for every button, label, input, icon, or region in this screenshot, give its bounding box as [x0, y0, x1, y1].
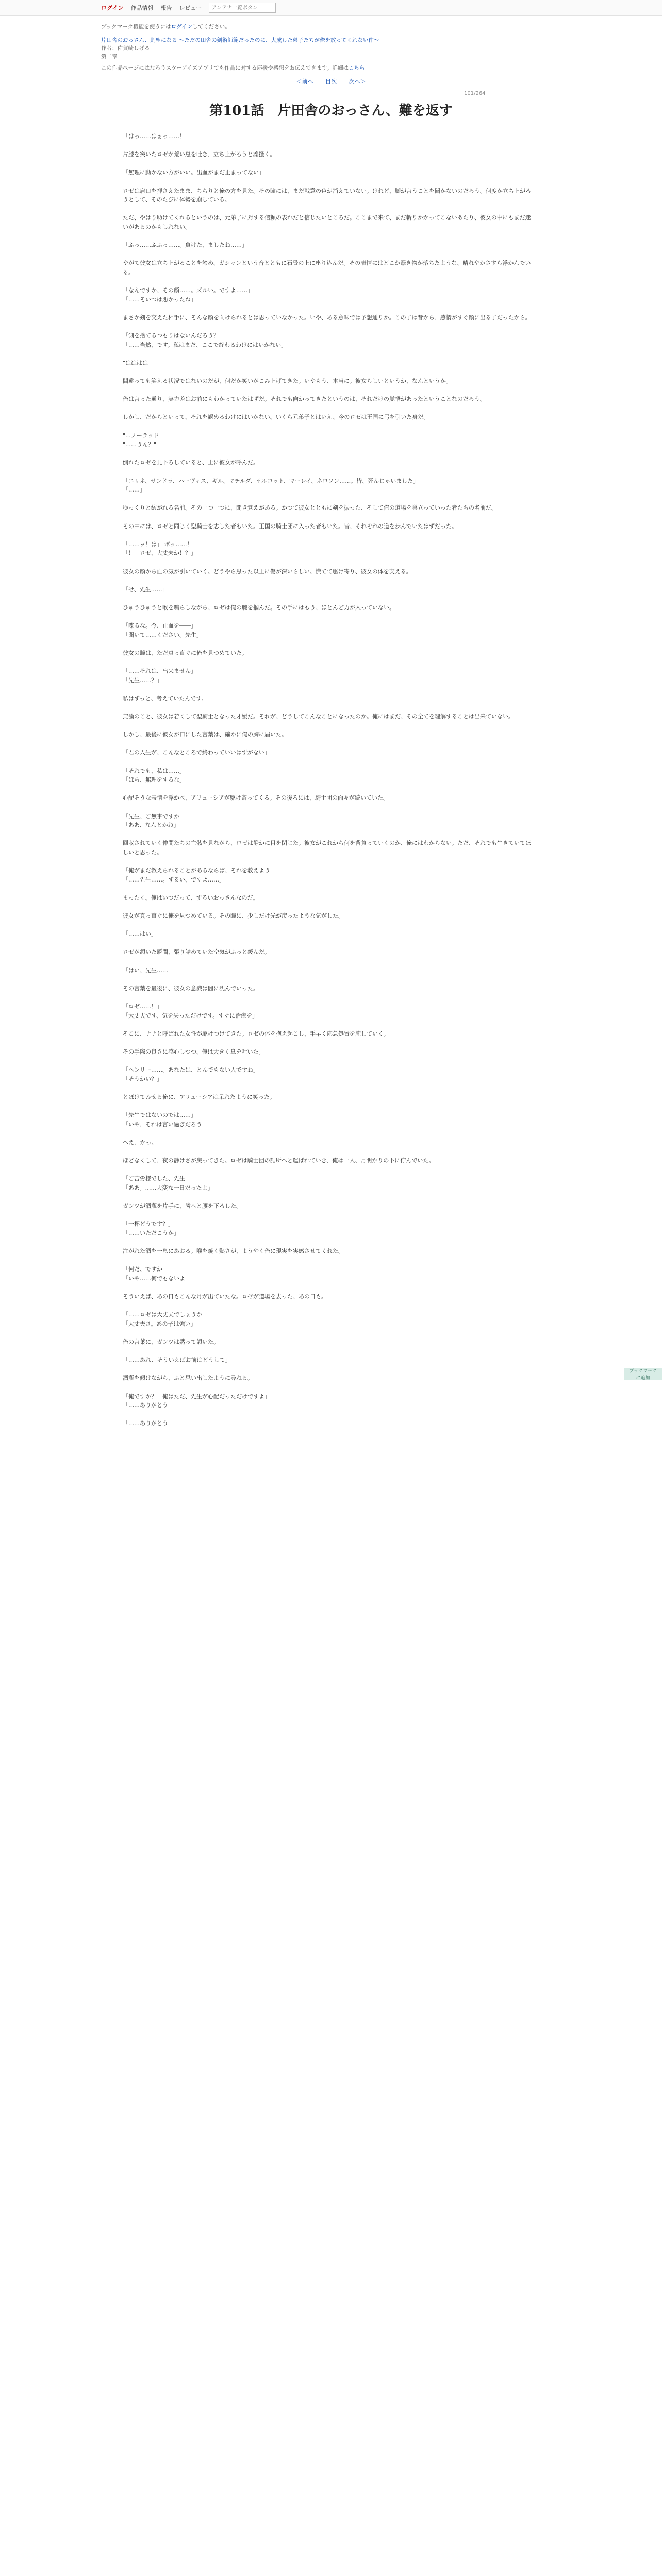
body-paragraph: ただ、やはり助けてくれるというのは、元弟子に対する信頼の表れだと信じたいところだ。ここまで来て、まだ斬りかかってこないあたり、彼女の中にもまだ迷いがあるのかもしれない。	[123, 214, 531, 230]
body-paragraph: 「はい、先生……」	[123, 967, 174, 974]
body-paragraph: 「先生ではないのでは……」 「いや、それは言い過ぎだろう」	[123, 1112, 208, 1128]
body-paragraph: ひゅうひゅうと喉を鳴らしながら、ロゼは俺の腕を掴んだ。その手にはもう、ほとんど力が入っていない。	[123, 604, 395, 611]
bookmark-side-button[interactable]: ブックマークに追加	[624, 1368, 662, 1380]
body-paragraph: 「……はい」	[123, 930, 157, 938]
bookmark-note-link[interactable]: こちら	[348, 65, 365, 71]
body-paragraph: 彼女が真っ直ぐに俺を見つめている。その瞳に、少しだけ光が戻ったような気がした。	[123, 912, 344, 920]
part-label: 第二章	[101, 54, 118, 60]
body-paragraph: 俺の言葉に、ガンツは黙って頷いた。	[123, 1338, 219, 1345]
body-paragraph: 「ヘンリー……。あなたは、とんでもない人ですね」 「そうかい？」	[123, 1066, 259, 1082]
body-paragraph: 心配そうな表情を浮かべ、アリューシアが駆け寄ってくる。その後ろには、騎士団の面々が続いていた。	[123, 794, 389, 802]
nav-link-works[interactable]: 作品情報	[130, 5, 154, 11]
body-paragraph: まったく。俺はいつだって、ずるいおっさんなのだ。	[123, 894, 259, 901]
nav-link-report[interactable]: 報告	[160, 5, 172, 11]
body-paragraph: しかし、最後に彼女が口にした言葉は、確かに俺の胸に届いた。	[123, 731, 287, 738]
body-paragraph: 「一杯どうです？」 「……いただこうか」	[123, 1221, 179, 1236]
body-paragraph: 酒瓶を傾けながら、ふと思い出したように尋ねる。	[123, 1375, 253, 1382]
body-paragraph: 「君の人生が、こんなところで終わっていいはずがない」	[123, 749, 270, 756]
body-paragraph: 「……ッ！は」 ボッ……！ 「！ ロゼ、大丈夫か！？」	[123, 540, 196, 557]
chapter-body	[123, 132, 535, 2576]
body-paragraph: 「喋るな。今、止血を――」 「聞いて……ください。先生」	[123, 622, 202, 638]
top-navigation-bar	[0, 0, 662, 16]
body-paragraph: 注がれた酒を一息にあおる。喉を焼く熱さが、ようやく俺に現実を実感させてくれた。	[123, 1248, 344, 1255]
body-paragraph: その手際の良さに感心しつつ、俺は大きく息を吐いた。	[123, 1048, 264, 1055]
body-paragraph: 「先生、ご無事ですか」 「ああ、なんとかね」	[123, 812, 185, 829]
body-paragraph: へえ、かっ。	[123, 1139, 157, 1146]
body-paragraph: そういえば、あの日もこんな月が出ていたな。ロゼが道場を去った、あの日も。	[123, 1293, 327, 1300]
novel-info	[101, 23, 565, 72]
body-paragraph: 「……ロゼは大丈夫でしょうか」 「大丈夫さ。あの子は強い」	[123, 1311, 208, 1327]
table-of-contents-link[interactable]: 目次	[325, 78, 337, 85]
login-notice-prefix: ブックマーク機能を使うには	[101, 24, 171, 30]
prev-chapter-link[interactable]: ＜前へ	[296, 78, 313, 85]
body-paragraph: 「なんですか、その顔……。ズルい。ですよ……」 「……そいつは悪かったね」	[123, 287, 253, 303]
body-paragraph: ロゼが頷いた瞬間、張り詰めていた空気がふっと緩んだ。	[123, 948, 270, 956]
body-paragraph: 無論のこと、彼女は若くして聖騎士となった才媛だ。それが、どうしてこんなことになったのか。俺にはまだ、その全てを理解することは出来ていない。	[123, 713, 514, 720]
body-paragraph: 「はっ……はぁっ……！」	[123, 133, 191, 140]
body-paragraph: 「……ありがとう」	[123, 1420, 174, 1427]
body-paragraph: 間違っても笑える状況ではないのだが、何だか笑いがこみ上げてきた。いやもう、本当に。彼女らしいというか、なんというか。	[123, 378, 452, 385]
body-paragraph: 「剣を捨てるつもりはないんだろう？」 「……当然、です。私はまだ、ここで終わるわけにはいかない」	[123, 332, 287, 348]
series-block	[101, 36, 565, 44]
series-title-link[interactable]: 片田舎のおっさん、剣聖になる ～ただの田舎の剣術師範だったのに、大成した弟子たちが俺を放ってくれない件～	[101, 37, 379, 43]
body-paragraph: "はははは	[123, 359, 148, 366]
body-paragraph: とぼけてみせる俺に、アリューシアは呆れたように笑った。	[123, 1093, 276, 1100]
body-paragraph: 「俺がまだ教えられることがあるならば、それを教えよう」 「……先生……。ずるい、ですよ……」	[123, 867, 276, 883]
body-paragraph: 「……それは、出来ません」 「先生……？」	[123, 668, 196, 684]
body-paragraph: 「せ、先生……」	[123, 586, 168, 593]
bookmark-note-text: この作品ページにはなろうスターアイズアプリでも作品に対する応援や感想をお伝えできます。詳細は	[101, 65, 349, 71]
body-paragraph: そこに、ナナと呼ばれた女性が駆けつけてきた。ロゼの体を抱え起こし、手早く応急処置を施していく。	[123, 1030, 389, 1037]
body-paragraph: 私はずっと、考えていたんです。	[123, 694, 207, 702]
body-paragraph: 彼女の瞳は、ただ真っ直ぐに俺を見つめていた。	[123, 649, 247, 656]
body-paragraph: まさか剣を交えた相手に、そんな顔を向けられるとは思っていなかった。いや、ある意味では予想通りか。この子は昔から、感情がすぐ顔に出る子だったから。	[123, 314, 531, 321]
body-paragraph: 片膝を突いたロゼが荒い息を吐き、立ち上がろうと藻掻く。	[123, 151, 276, 158]
body-paragraph: ほどなくして、夜の静けさが戻ってきた。ロゼは騎士団の詰所へと運ばれていき、俺は一人、月明かりの下に佇んでいた。	[123, 1157, 435, 1164]
body-paragraph: やがて彼女は立ち上がることを諦め、ガシャンという音とともに石畳の上に座り込んだ。その表情にはどこか憑き物が落ちたような、晴れやかさすら浮かんでいる。	[123, 260, 531, 276]
body-paragraph: ガンツが酒瓶を片手に、隣へと腰を下ろした。	[123, 1202, 242, 1210]
login-link[interactable]: ログイン	[101, 5, 124, 11]
next-chapter-link[interactable]: 次へ＞	[349, 78, 366, 85]
body-paragraph: 俺は言った通り、実力差はお前にもわかっていたはずだ。それでも向かってきたというのは、それだけの覚悟があったということなのだろう。	[123, 396, 486, 403]
body-paragraph: 倒れたロゼを見下ろしていると、上に彼女が呼んだ。	[123, 459, 259, 466]
login-notice-suffix: してください。	[192, 24, 230, 30]
bookmark-note	[101, 64, 565, 72]
top-navigation-inner	[101, 0, 276, 15]
search-input[interactable]	[209, 3, 276, 13]
body-paragraph: 彼女の顔から血の気が引いていく。どうやら思った以上に傷が深いらしい。慌てて駆け寄り、彼女の体を支える。	[123, 568, 412, 575]
body-paragraph: 「無理に動かない方がいい。出血がまだ止まってない」	[123, 169, 264, 176]
body-paragraph: 「エリネ、サンドラ、ハーヴィス、ギル、マチルダ、テルコット、マーレイ、ネロソン……。皆、死んじゃいました」 「……」	[123, 477, 419, 494]
body-paragraph: 「それでも、私は……」 「ほら、無理をするな」	[123, 767, 185, 784]
body-paragraph: "…ノーラッド "……うん？"	[123, 432, 159, 448]
body-paragraph: その中には、ロゼと同じく聖騎士を志した者もいた。王国の騎士団に入った者もいた。皆、それぞれの道を歩んでいたはずだった。	[123, 522, 457, 530]
body-paragraph: 「……あれ、そういえばお前はどうして」	[123, 1357, 231, 1364]
body-paragraph: 「ふっ……ふふっ……。負けた、ましたね……」	[123, 242, 247, 249]
login-notice-link[interactable]: ログイン	[171, 24, 193, 30]
body-paragraph: ロゼは肩口を押さえたまま、ちらりと俺の方を見た。その瞳には、まだ戦意の色が消えていない。けれど、脚が言うことを聞かないのだろう。何度か立ち上がろうとして、そのたびに体勢を崩している。	[123, 187, 531, 204]
body-paragraph: 「ロゼ……！」 「大丈夫です、気を失っただけです。すぐに治療を」	[123, 1003, 258, 1019]
login-notice	[101, 23, 565, 31]
chapter-number: 101/264	[464, 91, 486, 96]
nav-link-review[interactable]: レビュー	[179, 5, 202, 11]
body-paragraph: 回収されていく仲間たちの亡骸を見ながら、ロゼは静かに目を閉じた。彼女がこれから何を背負っていくのか、俺にはわからない。ただ、それでも生きていてほしいと思った。	[123, 840, 531, 856]
body-paragraph: 「何だ、ですか」 「いや……何でもないよ」	[123, 1266, 191, 1282]
body-paragraph: しかし、だからといって、それを認めるわけにはいかない。いくら元弟子とはいえ、今のロゼは王国に弓を引いた身だ。	[123, 414, 429, 421]
body-paragraph: ゆっくりと紡がれる名前。その一つ一つに、聞き覚えがある。かつて彼女とともに剣を振った、そして俺の道場を巣立っていった者たちの名前だ。	[123, 504, 497, 512]
body-paragraph: その言葉を最後に、彼女の意識は闇に沈んでいった。	[123, 985, 259, 992]
body-paragraph: 「ご苦労様でした、先生」 「ああ。……大変な一日だったよ」	[123, 1175, 213, 1191]
body-paragraph: 「俺ですか？ 俺はただ、先生が心配だっただけですよ」 「……ありがとう」	[123, 1393, 270, 1409]
author-name: 作者：佐賀崎しげる	[101, 45, 150, 52]
chapter-pager	[0, 77, 662, 86]
chapter-title: 第101話 片田舎のおっさん、難を返す	[209, 103, 453, 118]
